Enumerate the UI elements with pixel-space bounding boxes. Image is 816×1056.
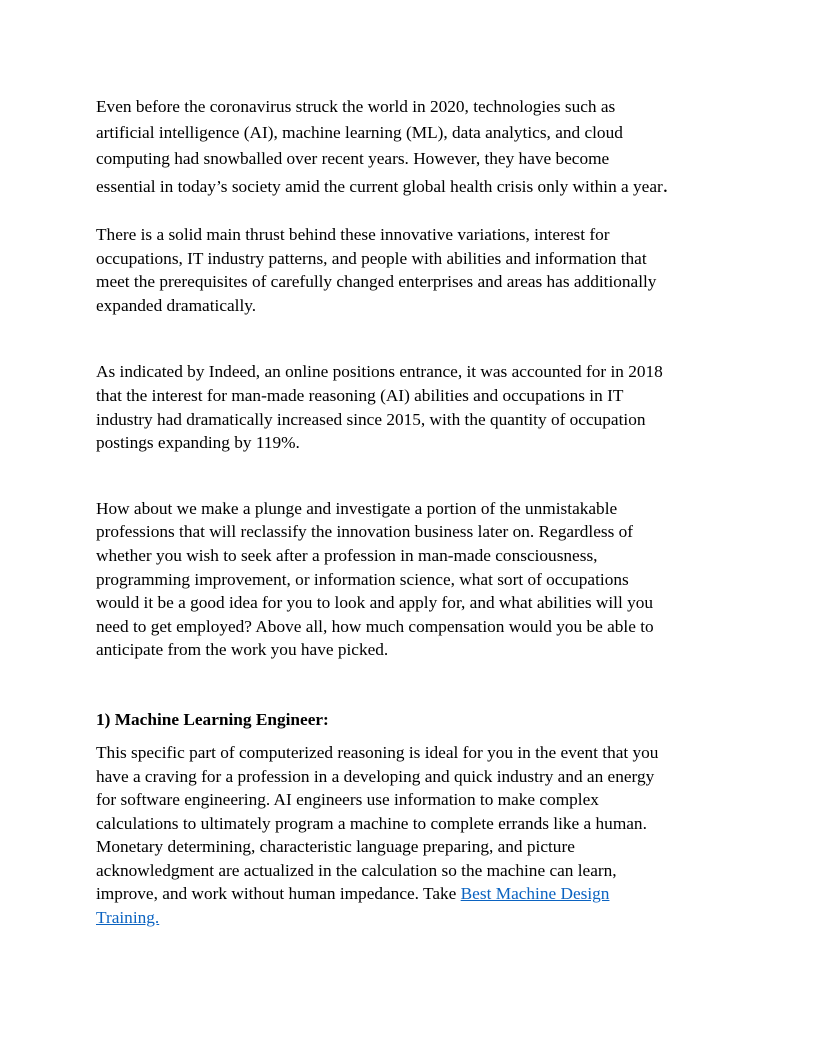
document-page: [96, 94, 736, 930]
text-line: postings expanding by 119%.: [96, 433, 300, 453]
training-link-part2[interactable]: Training.: [96, 908, 160, 928]
text-line: occupations, IT industry patterns, and people with abilities and information that: [96, 248, 647, 268]
text-line: have a craving for a profession in a developing and quick industry and an energy: [96, 766, 655, 786]
text-line: for software engineering. AI engineers use information to make complex: [96, 790, 599, 810]
text-line: acknowledgment are actualized in the calculation so the machine can learn,: [96, 860, 617, 880]
text-line-content: improve, and work without human impedance. Take: [96, 884, 461, 904]
text-line: There is a solid main thrust behind these innovative variations, interest for: [96, 225, 610, 244]
training-link-part1[interactable]: Best Machine Design: [460, 884, 610, 904]
text-line: would it be a good idea for you to look and apply for, and what abilities will you: [96, 593, 653, 613]
text-line: [96, 172, 736, 200]
text-line: calculations to ultimately program a machine to complete errands like a human.: [96, 813, 647, 833]
section-heading: 1) Machine Learning Engineer:: [96, 709, 329, 729]
text-line-content: essential in today’s society amid the current global health crisis only within a year: [96, 177, 663, 196]
text-line: How about we make a plunge and investigate a portion of the unmistakable: [96, 498, 618, 518]
text-line: meet the prerequisites of carefully changed enterprises and areas has additionally: [96, 272, 657, 292]
text-line: [96, 906, 736, 930]
text-line: expanded dramatically.: [96, 295, 257, 315]
text-line: Monetary determining, characteristic language preparing, and picture: [96, 837, 575, 857]
text-line: whether you wish to seek after a profession in man-made consciousness,: [96, 545, 598, 565]
thrust-paragraph: [96, 223, 736, 317]
text-line: programming improvement, or information science, what sort of occupations: [96, 569, 629, 589]
text-line: As indicated by Indeed, an online positions entrance, it was accounted for in 2018: [96, 362, 663, 382]
text-line: industry had dramatically increased since 2015, with the quantity of occupation: [96, 409, 646, 429]
ml-engineer-paragraph: [96, 741, 736, 930]
text-line: that the interest for man-made reasoning (AI) abilities and occupations in IT: [96, 385, 624, 405]
intro-paragraph: [96, 94, 736, 200]
text-line: need to get employed? Above all, how much compensation would you be able to: [96, 616, 654, 636]
sentence-period: .: [662, 173, 669, 197]
text-line: This specific part of computerized reasoning is ideal for you in the event that you: [96, 742, 659, 762]
text-line: anticipate from the work you have picked.: [96, 640, 389, 660]
indeed-paragraph: [96, 360, 736, 454]
text-line: computing had snowballed over recent years. However, they have become: [96, 149, 610, 168]
text-line: artificial intelligence (AI), machine learning (ML), data analytics, and cloud: [96, 123, 623, 142]
text-line: Even before the coronavirus struck the world in 2020, technologies such as: [96, 97, 616, 116]
text-line: professions that will reclassify the innovation business later on. Regardless of: [96, 522, 634, 542]
professions-paragraph: [96, 497, 736, 662]
text-line: [96, 882, 736, 906]
